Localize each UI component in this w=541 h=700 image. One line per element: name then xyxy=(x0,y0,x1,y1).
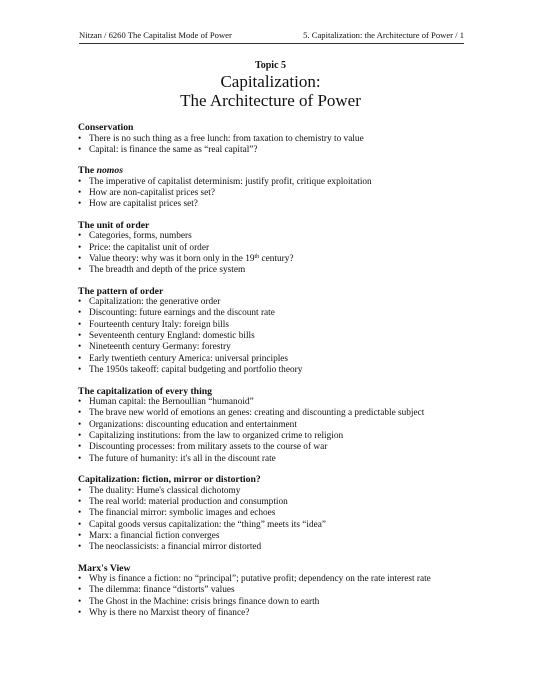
list-item: • The imperative of capitalist determinism: justify profit, critique exploitation xyxy=(78,176,372,187)
bullet-icon: • xyxy=(78,596,82,607)
list-item: • The breadth and depth of the price system xyxy=(78,265,246,276)
bullet-icon: • xyxy=(78,453,82,464)
page-title-line-1: Capitalization: xyxy=(220,72,321,91)
section-fiction-mirror-distortion xyxy=(78,474,478,554)
section-heading: The pattern of order xyxy=(78,285,164,297)
list-item: • How are capitalist prices set? xyxy=(78,199,198,210)
bullet-icon: • xyxy=(78,408,82,419)
running-header xyxy=(79,29,464,44)
section-heading: The capitalization of every thing xyxy=(78,385,212,397)
bullet-icon: • xyxy=(78,519,82,530)
section-capitalization-of-every-thing xyxy=(78,386,478,466)
bullet-icon: • xyxy=(78,397,82,407)
list-item: • Marx: a financial fiction converges xyxy=(78,530,220,541)
list-item: • Organizations: discounting education and entertainment xyxy=(78,419,297,430)
topic-label: Topic 5 xyxy=(254,60,287,71)
section-heading: Capitalization: fiction, mirror or distortion? xyxy=(78,474,261,486)
bullet-list xyxy=(78,134,478,157)
list-item: • There is no such thing as a free lunch: from taxation to chemistry to value xyxy=(78,133,364,144)
section-unit-of-order xyxy=(78,220,478,277)
list-item: • Discounting: future earnings and the discount rate xyxy=(78,308,275,319)
bullet-icon: • xyxy=(78,508,82,519)
list-item: • The dilemma: finance “distorts” values xyxy=(78,585,235,596)
bullet-icon: • xyxy=(78,144,82,155)
bullet-icon: • xyxy=(78,199,82,210)
bullet-icon: • xyxy=(78,574,82,585)
section-nomos xyxy=(78,165,478,211)
bullet-icon: • xyxy=(78,133,82,144)
bullet-icon: • xyxy=(78,265,82,276)
bullet-icon: • xyxy=(78,253,82,264)
page-title-line-2: The Architecture of Power xyxy=(180,91,361,110)
bullet-icon: • xyxy=(78,188,82,199)
outline-content xyxy=(78,122,478,629)
title-block xyxy=(0,60,541,110)
list-item: • Price: the capitalist unit of order xyxy=(78,242,210,253)
bullet-icon: • xyxy=(78,342,82,353)
list-item: • The future of humanity: it's all in the discount rate xyxy=(78,453,276,464)
header-left: Nitzan / 6260 The Capitalist Mode of Power xyxy=(79,30,232,40)
bullet-icon: • xyxy=(78,431,82,442)
bullet-icon: • xyxy=(78,530,82,541)
bullet-list xyxy=(78,486,478,554)
list-item: • Discounting processes: from military assets to the course of war xyxy=(78,442,328,453)
bullet-icon: • xyxy=(78,365,82,376)
list-item: • Capitalization: the generative order xyxy=(78,297,221,308)
header-right: 5. Capitalization: the Architecture of Power / 1 xyxy=(303,30,464,40)
bullet-list xyxy=(78,397,478,465)
list-item: • How are non-capitalist prices set? xyxy=(78,188,215,199)
section-marx-view xyxy=(78,563,478,620)
bullet-icon: • xyxy=(78,608,82,619)
heading-emphasis: nomos xyxy=(96,165,123,177)
bullet-icon: • xyxy=(78,419,82,430)
bullet-icon: • xyxy=(78,231,82,242)
list-item: • The neoclassicists: a financial mirror distorted xyxy=(78,542,262,553)
bullet-icon: • xyxy=(78,242,82,253)
bullet-icon: • xyxy=(78,319,82,330)
list-item: • The brave new world of emotions an genes: creating and discounting a predictable subject xyxy=(78,408,425,419)
list-item: • Fourteenth century Italy: foreign bills xyxy=(78,319,229,330)
superscript: th xyxy=(254,253,260,260)
bullet-list xyxy=(78,574,478,619)
bullet-list xyxy=(78,177,478,211)
bullet-icon: • xyxy=(78,542,82,553)
list-item: • The financial mirror: symbolic images and echoes xyxy=(78,508,276,519)
list-item: • Value theory: why was it born only in the 19th century? xyxy=(78,253,294,264)
list-item: • The duality: Hume's classical dichotomy xyxy=(78,485,241,496)
section-heading: The unit of order xyxy=(78,219,150,231)
bullet-icon: • xyxy=(78,442,82,453)
list-item: • Capital: is finance the same as “real capital”? xyxy=(78,144,258,155)
bullet-icon: • xyxy=(78,308,82,319)
list-item: • Early twentieth century America: universal principles xyxy=(78,353,289,364)
section-conservation xyxy=(78,122,478,156)
section-pattern-of-order xyxy=(78,286,478,377)
section-heading: Marx's View xyxy=(78,562,131,574)
list-item: • Categories, forms, numbers xyxy=(78,231,192,242)
list-item: • The Ghost in the Machine: crisis brings finance down to earth xyxy=(78,596,320,607)
bullet-icon: • xyxy=(78,176,82,187)
list-item: • The real world: material production and consumption xyxy=(78,496,288,507)
list-item: • The 1950s takeoff: capital budgeting and portfolio theory xyxy=(78,365,303,376)
bullet-list xyxy=(78,297,478,376)
bullet-icon: • xyxy=(78,485,82,496)
bullet-icon: • xyxy=(78,297,82,308)
list-item: • Nineteenth century Germany: forestry xyxy=(78,342,231,353)
bullet-icon: • xyxy=(78,496,82,507)
list-item: • Why is there no Marxist theory of finance? xyxy=(78,608,250,619)
bullet-icon: • xyxy=(78,331,82,342)
list-item: • Seventeenth century England: domestic bills xyxy=(78,331,255,342)
list-item: • Human capital: the Bernoullian “humanoid” xyxy=(78,397,254,407)
section-heading: The nomos xyxy=(78,165,123,177)
list-item: • Capital goods versus capitalization: the “thing” meets its “idea” xyxy=(78,519,326,530)
bullet-list xyxy=(78,231,478,276)
list-item: • Capitalizing institutions: from the law to organized crime to religion xyxy=(78,431,344,442)
bullet-icon: • xyxy=(78,353,82,364)
section-heading: Conservation xyxy=(78,122,134,133)
bullet-icon: • xyxy=(78,585,82,596)
list-item: • Why is finance a fiction: no “principal”; putative profit; dependency on the rate interest rate xyxy=(78,574,431,585)
